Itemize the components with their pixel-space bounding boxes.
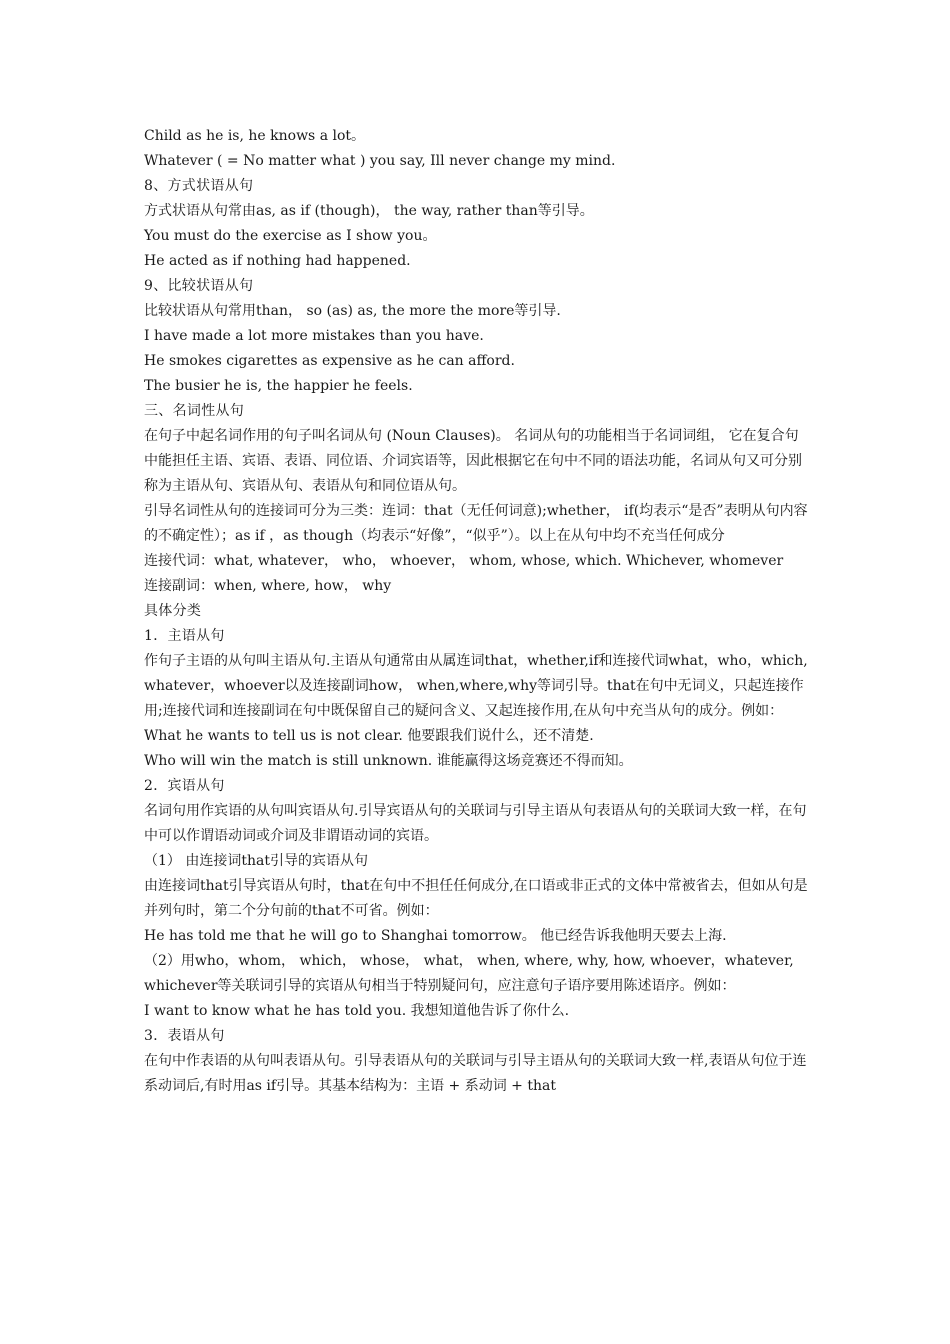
text-line: I have made a lot more mistakes than you have.: [144, 328, 484, 344]
text-line: 连接副词：when, where, how， why: [144, 578, 392, 594]
text-line: 方式状语从句常由as, as if (though)， the way, rather than等引导。: [144, 203, 594, 219]
document-body: [144, 124, 810, 1099]
text-line: You must do the exercise as I show you。: [144, 228, 437, 244]
section-heading: 2．宾语从句: [144, 778, 225, 794]
paragraph: 作句子主语的从句叫主语从句.主语从句通常由从属连词that，whether,if和连接代词what，who，which,whatever，whoever以及连接副词how， when,where,why等词引导。that在句中无词义，只起连接作用;连接代词和连接副词在句中既保留自己的疑问含义、又起连接作用,在从句中充当从句的成分。例如：: [144, 653, 808, 719]
text-line: Child as he is, he knows a lot。: [144, 128, 366, 144]
text-line: The busier he is, the happier he feels.: [144, 378, 413, 394]
text-line: Who will win the match is still unknown. 谁能赢得这场竞赛还不得而知。: [144, 753, 633, 769]
section-heading: 1．主语从句: [144, 628, 225, 644]
text-line: 比较状语从句常用than， so (as) as, the more the more等引导.: [144, 303, 561, 319]
text-line: I want to know what he has told you. 我想知道他告诉了你什么.: [144, 1003, 570, 1019]
text-line: Whatever ( = No matter what ) you say, Ill never change my mind.: [144, 153, 616, 169]
section-heading: 3．表语从句: [144, 1028, 225, 1044]
paragraph: 在句子中起名词作用的句子叫名词从句 (Noun Clauses)。 名词从句的功能相当于名词词组， 它在复合句中能担任主语、宾语、表语、同位语、介词宾语等，因此根据它在句中不同的语法功能，名词从句又可分别称为主语从句、宾语从句、表语从句和同位语从句。: [144, 428, 802, 494]
paragraph: （2）用who，whom， which， whose， what， when, where, why, how, whoever，whatever, whichever等关联词引导的宾语从句相当于特别疑问句，应注意句子语序要用陈述语序。例如：: [144, 953, 794, 994]
text-line: What he wants to tell us is not clear. 他要跟我们说什么，还不清楚.: [144, 728, 594, 744]
paragraph: He has told me that he will go to Shanghai tomorrow。 他已经告诉我他明天要去上海.: [144, 928, 727, 944]
text-line: （1） 由连接词that引导的宾语从句: [144, 853, 368, 869]
section-heading: 8、方式状语从句: [144, 178, 254, 194]
text-line: He acted as if nothing had happened.: [144, 253, 411, 269]
paragraph: 在句中作表语的从句叫表语从句。引导表语从句的关联词与引导主语从句的关联词大致一样,表语从句位于连系动词后,有时用as if引导。其基本结构为：主语 + 系动词 + that: [144, 1053, 807, 1094]
paragraph: 由连接词that引导宾语从句时，that在句中不担任任何成分,在口语或非正式的文体中常被省去，但如从句是并列句时，第二个分句前的that不可省。例如：: [144, 878, 808, 919]
section-heading: 9、比较状语从句: [144, 278, 254, 294]
paragraph: 引导名词性从句的连接词可分为三类：连词：that（无任何词意);whether， if(均表示“是否”表明从句内容的不确定性）；as if ，as though（均表示“好像”，“似乎”）。以上在从句中均不充当任何成分: [144, 503, 808, 544]
text-line: He smokes cigarettes as expensive as he can afford.: [144, 353, 515, 369]
section-heading: 三、名词性从句: [144, 403, 245, 419]
paragraph: 连接代词：what, whatever， who， whoever， whom, whose, which. Whichever, whomever: [144, 553, 784, 569]
section-heading: 具体分类: [144, 603, 202, 619]
paragraph: 名词句用作宾语的从句叫宾语从句.引导宾语从句的关联词与引导主语从句表语从句的关联词大致一样，在句中可以作谓语动词或介词及非谓语动词的宾语。: [144, 803, 807, 844]
